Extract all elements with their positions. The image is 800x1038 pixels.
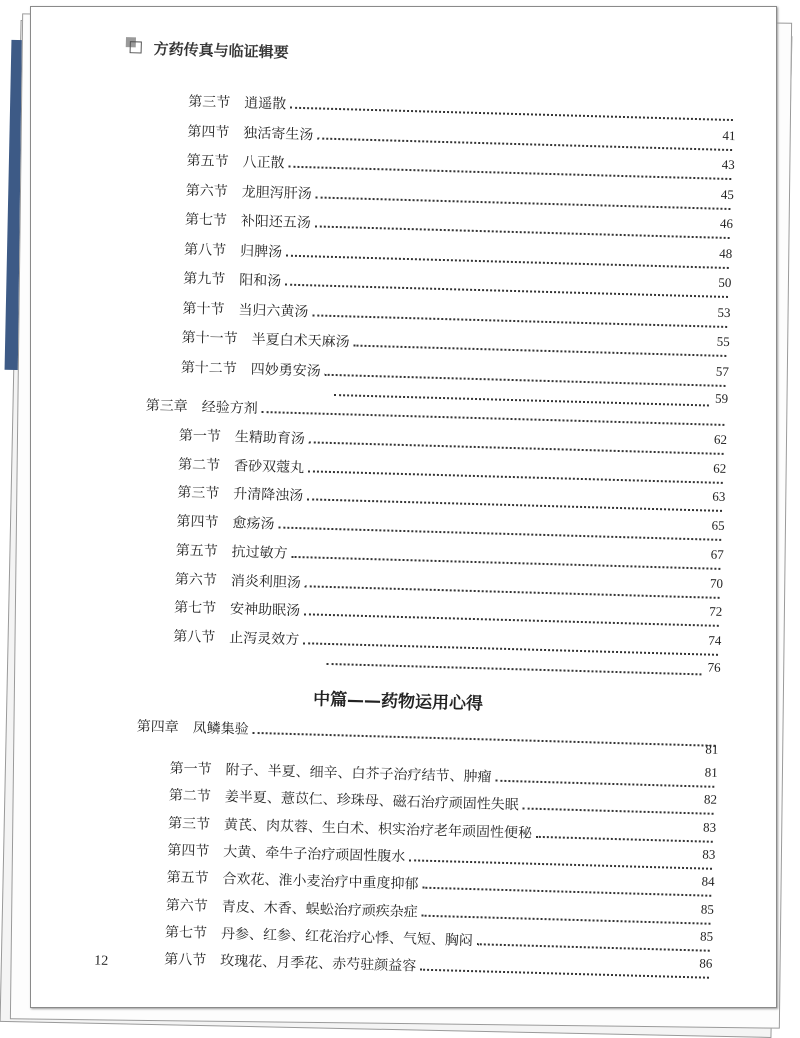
entry-title: 止泻灵效方 xyxy=(229,630,300,649)
entry-title: 姜半夏、薏苡仁、珍珠母、磁石治疗顽固性失眠 xyxy=(224,789,519,814)
leader-dots xyxy=(308,470,723,484)
entry-title: 四妙勇安汤 xyxy=(250,361,321,380)
entry-label: 第四节 xyxy=(176,513,219,531)
leader-dots xyxy=(309,441,724,455)
entry-page-number: 83 xyxy=(702,819,717,835)
entry-title: 丹参、红参、红花治疗心悸、气短、胸闷 xyxy=(220,925,474,949)
entry-label: 第六节 xyxy=(165,897,209,915)
entry-title: 归脾汤 xyxy=(239,242,283,261)
entry-title: 独活寄生汤 xyxy=(243,124,314,143)
entry-label: 第四章 xyxy=(136,718,179,736)
entry-title: 当归六黄汤 xyxy=(238,301,309,320)
entry-title: 逍遥散 xyxy=(243,95,287,113)
entry-title: 消炎利胆汤 xyxy=(230,572,302,591)
entry-page-number: 85 xyxy=(699,928,714,944)
entry-page-number: 84 xyxy=(701,873,715,890)
entry-title: 龙胆泻肝汤 xyxy=(241,183,312,202)
leader-dots xyxy=(316,196,731,210)
entry-label: 第六节 xyxy=(185,182,228,200)
entry-page-number: 62 xyxy=(713,431,728,448)
leader-dots xyxy=(304,613,719,627)
leader-dots xyxy=(422,887,711,897)
entry-label: 第十一节 xyxy=(181,329,238,348)
entry-title: 阳和汤 xyxy=(239,272,282,290)
entry-page-number: 50 xyxy=(718,274,732,291)
leader-dots xyxy=(290,107,733,121)
entry-label: 第五节 xyxy=(175,542,218,560)
entry-title: 半夏白术天麻汤 xyxy=(251,331,350,351)
leader-dots xyxy=(292,556,721,570)
leader-dots xyxy=(312,314,727,328)
leader-dots xyxy=(420,969,709,979)
entry-title: 香砂双蔻丸 xyxy=(233,457,305,476)
entry-page-number: 81 xyxy=(704,764,718,780)
toc-content xyxy=(17,0,790,1017)
leader-dots xyxy=(495,780,714,788)
entry-title: 升清降浊汤 xyxy=(233,486,304,505)
entry-page-number: 57 xyxy=(715,363,730,379)
entry-title: 附子、半夏、细辛、白芥子治疗结节、肿瘤 xyxy=(225,762,492,786)
entry-label: 第四节 xyxy=(167,842,210,860)
part-heading: 中篇——药物运用心得 xyxy=(312,689,484,715)
leader-dots xyxy=(315,225,730,239)
entry-page-number: 55 xyxy=(716,333,730,350)
entry-label: 第八节 xyxy=(164,951,207,969)
entry-title: 经验方剂 xyxy=(201,399,258,417)
book-page xyxy=(30,6,777,1008)
entry-label: 第三节 xyxy=(167,815,211,833)
page-number: 12 xyxy=(93,953,109,969)
toc-chapter-entry xyxy=(136,714,719,757)
entry-label: 第四节 xyxy=(187,123,230,141)
leader-dots xyxy=(307,499,722,513)
entry-page-number: 82 xyxy=(703,791,718,808)
leader-dots xyxy=(305,585,720,599)
entry-page-number: 63 xyxy=(712,489,726,505)
running-header-title: 方药传真与临证辑要 xyxy=(153,39,289,62)
entry-label: 第六节 xyxy=(174,571,218,589)
leader-dots xyxy=(409,859,712,869)
entry-title: 大黄、牵牛子治疗顽固性腹水 xyxy=(223,843,406,866)
entry-label: 第八节 xyxy=(183,241,227,259)
leader-dots xyxy=(327,663,702,675)
entry-label: 第二节 xyxy=(177,456,221,474)
entry-label: 第三章 xyxy=(145,397,188,415)
entry-title: 抗过敏方 xyxy=(231,544,288,562)
entry-page-number: 45 xyxy=(720,186,735,202)
leader-dots xyxy=(253,732,716,747)
entry-page-number: 67 xyxy=(710,546,725,562)
entry-title: 补阳还五汤 xyxy=(240,213,312,232)
entry-label: 第三节 xyxy=(177,485,220,503)
leader-dots xyxy=(285,284,728,298)
entry-title: 青皮、木香、蜈蚣治疗顽疾杂症 xyxy=(221,898,418,921)
entry-page-number: 76 xyxy=(707,659,721,675)
entry-title: 合欢花、淮小麦治疗中重度抑郁 xyxy=(222,871,419,893)
entry-page-number: 65 xyxy=(711,517,725,534)
entry-page-number: 70 xyxy=(709,575,724,591)
entry-label: 第七节 xyxy=(173,599,217,617)
leader-dots xyxy=(325,373,726,386)
leader-dots xyxy=(536,835,713,842)
entry-page-number: 62 xyxy=(713,460,727,476)
toc-section-entry xyxy=(181,354,729,391)
leader-dots xyxy=(523,808,714,815)
entry-page-number: 48 xyxy=(719,245,733,261)
entry-title: 愈疡汤 xyxy=(232,515,275,533)
entry-title: 玫瑰花、月季花、赤芍驻颜益容 xyxy=(220,953,417,975)
entry-label: 第一节 xyxy=(169,760,212,778)
leader-dots xyxy=(262,411,725,426)
leader-dots xyxy=(317,137,732,151)
entry-label: 第三节 xyxy=(188,93,231,112)
entry-page-number: 81 xyxy=(705,741,719,757)
entry-title: 生精助育汤 xyxy=(234,429,306,448)
entry-page-number: 41 xyxy=(722,127,736,143)
entry-title: 安神助眠汤 xyxy=(229,601,301,620)
entry-label: 第一节 xyxy=(178,427,222,445)
leader-dots xyxy=(422,914,711,924)
leader-dots xyxy=(303,642,718,656)
leader-dots xyxy=(477,943,710,952)
leader-dots xyxy=(286,254,729,268)
entry-label: 第五节 xyxy=(186,152,229,170)
entry-page-number: 85 xyxy=(700,900,715,917)
entry-label: 第九节 xyxy=(183,270,226,288)
entry-label: 第七节 xyxy=(164,924,208,942)
entry-title: 凤鳞集验 xyxy=(192,720,249,738)
leader-dots xyxy=(288,166,731,180)
leader-dots xyxy=(278,527,721,541)
entry-page-number: 72 xyxy=(708,603,723,620)
entry-title: 黄芪、肉苁蓉、生白术、枳实治疗老年顽固性便秘 xyxy=(223,816,533,842)
entry-page-number: 46 xyxy=(719,215,734,232)
header-square-icon xyxy=(126,37,140,51)
entry-label: 第十节 xyxy=(182,300,225,318)
entry-label: 第八节 xyxy=(173,628,216,646)
entry-label: 第七节 xyxy=(184,211,228,229)
entry-label: 第五节 xyxy=(166,869,209,887)
entry-page-number: 86 xyxy=(699,955,713,971)
entry-page-number: 53 xyxy=(717,304,731,320)
entry-page-number: 74 xyxy=(708,632,722,648)
entry-title: 八正散 xyxy=(242,154,285,172)
entry-label: 第二节 xyxy=(168,787,212,806)
entry-page-number: 83 xyxy=(702,846,716,862)
entry-page-number: 59 xyxy=(714,390,729,407)
entry-label: 第十二节 xyxy=(180,359,238,377)
leader-dots xyxy=(353,345,726,357)
entry-page-number: 43 xyxy=(721,156,735,173)
